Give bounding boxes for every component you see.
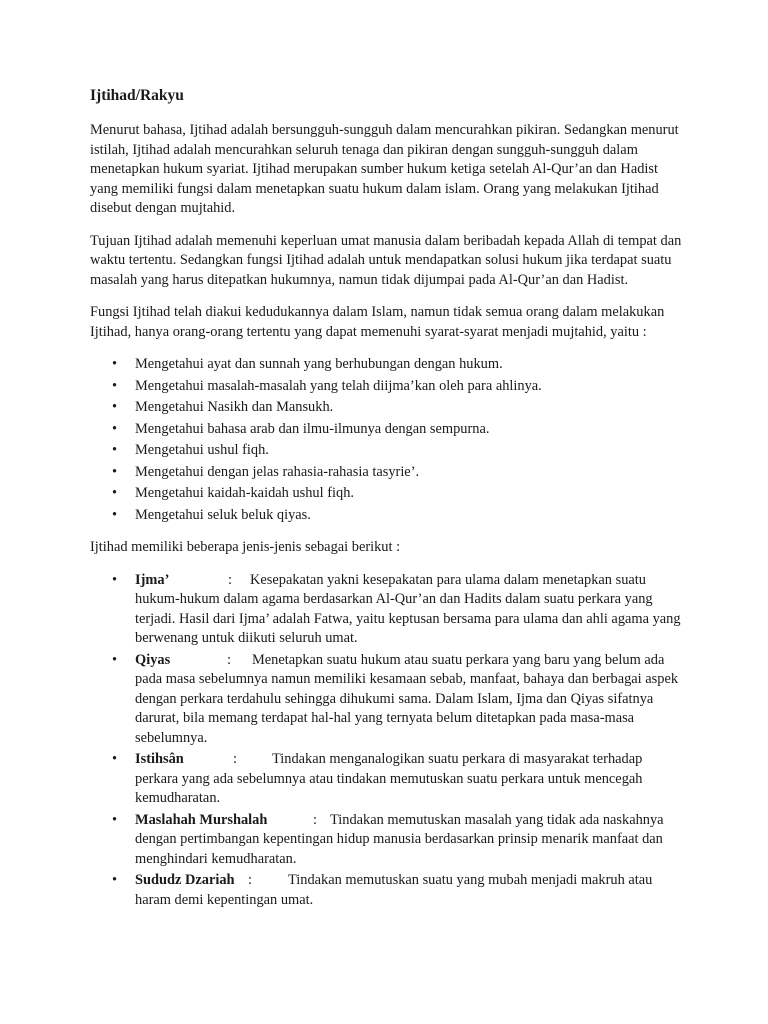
list-item-text: Mengetahui ayat dan sunnah yang berhubungan dengan hukum. xyxy=(135,356,503,372)
bullet-icon: • xyxy=(112,571,118,588)
paragraph-purpose: Tujuan Ijtihad adalah memenuhi keperluan umat manusia dalam beribadah kepada Allah di tempat dan waktu tertentu. Sedangkan fungsi Ijtihad adalah untuk mendapatkan solusi hukum jika terdapat suatu masalah yang harus ditepatkan hukumnya, namun tidak dijumpai pada Al-Qur’an dan Hadist. xyxy=(90,232,682,288)
definition-separator: : xyxy=(248,872,252,888)
list-item-text: Mengetahui masalah-masalah yang telah diijma’kan oleh para ahlinya. xyxy=(135,377,542,394)
definition-term: Qiyas xyxy=(135,651,171,668)
definition-item xyxy=(90,750,682,809)
definition-separator: : xyxy=(227,651,231,668)
requirements-list xyxy=(90,355,682,525)
list-item-text: Mengetahui dengan jelas rahasia-rahasia tasyrie’. xyxy=(135,463,420,480)
definition-description: Tindakan memutuskan suatu yang mubah menjadi makruh atau haram demi kepentingan umat. xyxy=(135,872,653,908)
definition-item xyxy=(90,651,682,749)
bullet-icon: • xyxy=(112,463,118,480)
list-item-text: Mengetahui ushul fiqh. xyxy=(135,442,269,458)
paragraph-definition: Menurut bahasa, Ijtihad adalah bersungguh-sungguh dalam mencurahkan pikiran. Sedangkan menurut istilah, Ijtihad adalah mencurahkan seluruh tenaga dan pikiran dengan sungguh-sungguh dalam menetapkan hukum syariat. Ijtihad merupakan sumber hukum ketiga setelah Al-Qur’an dan Hadist yang memiliki fungsi dalam menetapkan suatu hukum dalam islam. Orang yang melakukan Ijtihad disebut dengan mujtahid. xyxy=(90,122,679,216)
definition-separator: : xyxy=(233,751,237,767)
types-list xyxy=(90,571,682,911)
definition-term: Maslahah Murshalah xyxy=(135,811,268,828)
list-item-text: Mengetahui Nasikh dan Mansukh. xyxy=(135,399,334,415)
bullet-icon: • xyxy=(112,872,118,888)
list-item xyxy=(90,463,682,483)
list-item xyxy=(90,398,682,418)
bullet-icon: • xyxy=(112,651,118,668)
list-item xyxy=(90,506,682,526)
bullet-icon: • xyxy=(112,485,118,501)
bullet-icon: • xyxy=(112,811,118,828)
definition-item xyxy=(90,871,682,910)
list-item-text: Mengetahui seluk beluk qiyas. xyxy=(135,506,311,523)
definition-separator: : xyxy=(228,571,232,588)
list-item xyxy=(90,377,682,397)
list-item xyxy=(90,355,682,375)
page-title: Ijtihad/Rakyu xyxy=(90,87,184,104)
bullet-icon: • xyxy=(112,751,118,767)
definition-term: Ijma’ xyxy=(135,571,170,588)
definition-description: Kesepakatan yakni kesepakatan para ulama dalam menetapkan suatu hukum-hukum dalam agama berdasarkan Al-Qur’an dan Hadits dalam suatu perkara yang terjadi. Hasil dari Ijma’ adalah Fatwa, yaitu keptusan bersama para ulama dan ahli agama yang berwenang untuk diikuti seluruh umat. xyxy=(135,571,681,646)
bullet-icon: • xyxy=(112,399,118,415)
definition-item xyxy=(90,811,682,870)
list-item xyxy=(90,484,682,504)
bullet-icon: • xyxy=(112,442,118,458)
definition-term: Sududz Dzariah xyxy=(135,872,235,888)
list-item-text: Mengetahui bahasa arab dan ilmu-ilmunya dengan sempurna. xyxy=(135,420,490,437)
definition-description: Tindakan menganalogikan suatu perkara di masyarakat terhadap perkara yang ada sebelumnya atau tindakan memutuskan suatu perkara untuk mencegah kemudharatan. xyxy=(135,751,643,806)
definition-separator: : xyxy=(313,811,317,828)
bullet-icon: • xyxy=(112,356,118,372)
list-item-text: Mengetahui kaidah-kaidah ushul fiqh. xyxy=(135,485,355,501)
bullet-icon: • xyxy=(112,420,118,437)
list-item xyxy=(90,441,682,461)
definition-item xyxy=(90,571,682,649)
list-item xyxy=(90,420,682,440)
paragraph-function: Fungsi Ijtihad telah diakui kedudukannya dalam Islam, namun tidak semua orang dalam melakukan Ijtihad, hanya orang-orang tertentu yang dapat memenuhi syarat-syarat menjadi mujtahid, yaitu : xyxy=(90,304,665,340)
bullet-icon: • xyxy=(112,377,118,394)
types-intro: Ijtihad memiliki beberapa jenis-jenis sebagai berikut : xyxy=(90,539,401,555)
bullet-icon: • xyxy=(112,506,118,523)
definition-term: Istihsân xyxy=(135,751,184,767)
definition-description: Menetapkan suatu hukum atau suatu perkara yang baru yang belum ada pada masa sebelumnya namun memiliki kesamaan sebab, manfaat, bahaya dan berbagai aspek dengan perkara terdahulu sehingga dihukumi sama. Dalam Islam, Ijma dan Qiyas sifatnya darurat, bila memang terdapat hal-hal yang ternyata belum ditetapkan pada masa-masa sebelumnya. xyxy=(135,651,679,746)
definition-description: Tindakan memutuskan masalah yang tidak ada naskahnya dengan pertimbangan kepentingan hidup manusia berdasarkan prinsip menarik manfaat dan menghindari kemudharatan. xyxy=(135,811,664,867)
